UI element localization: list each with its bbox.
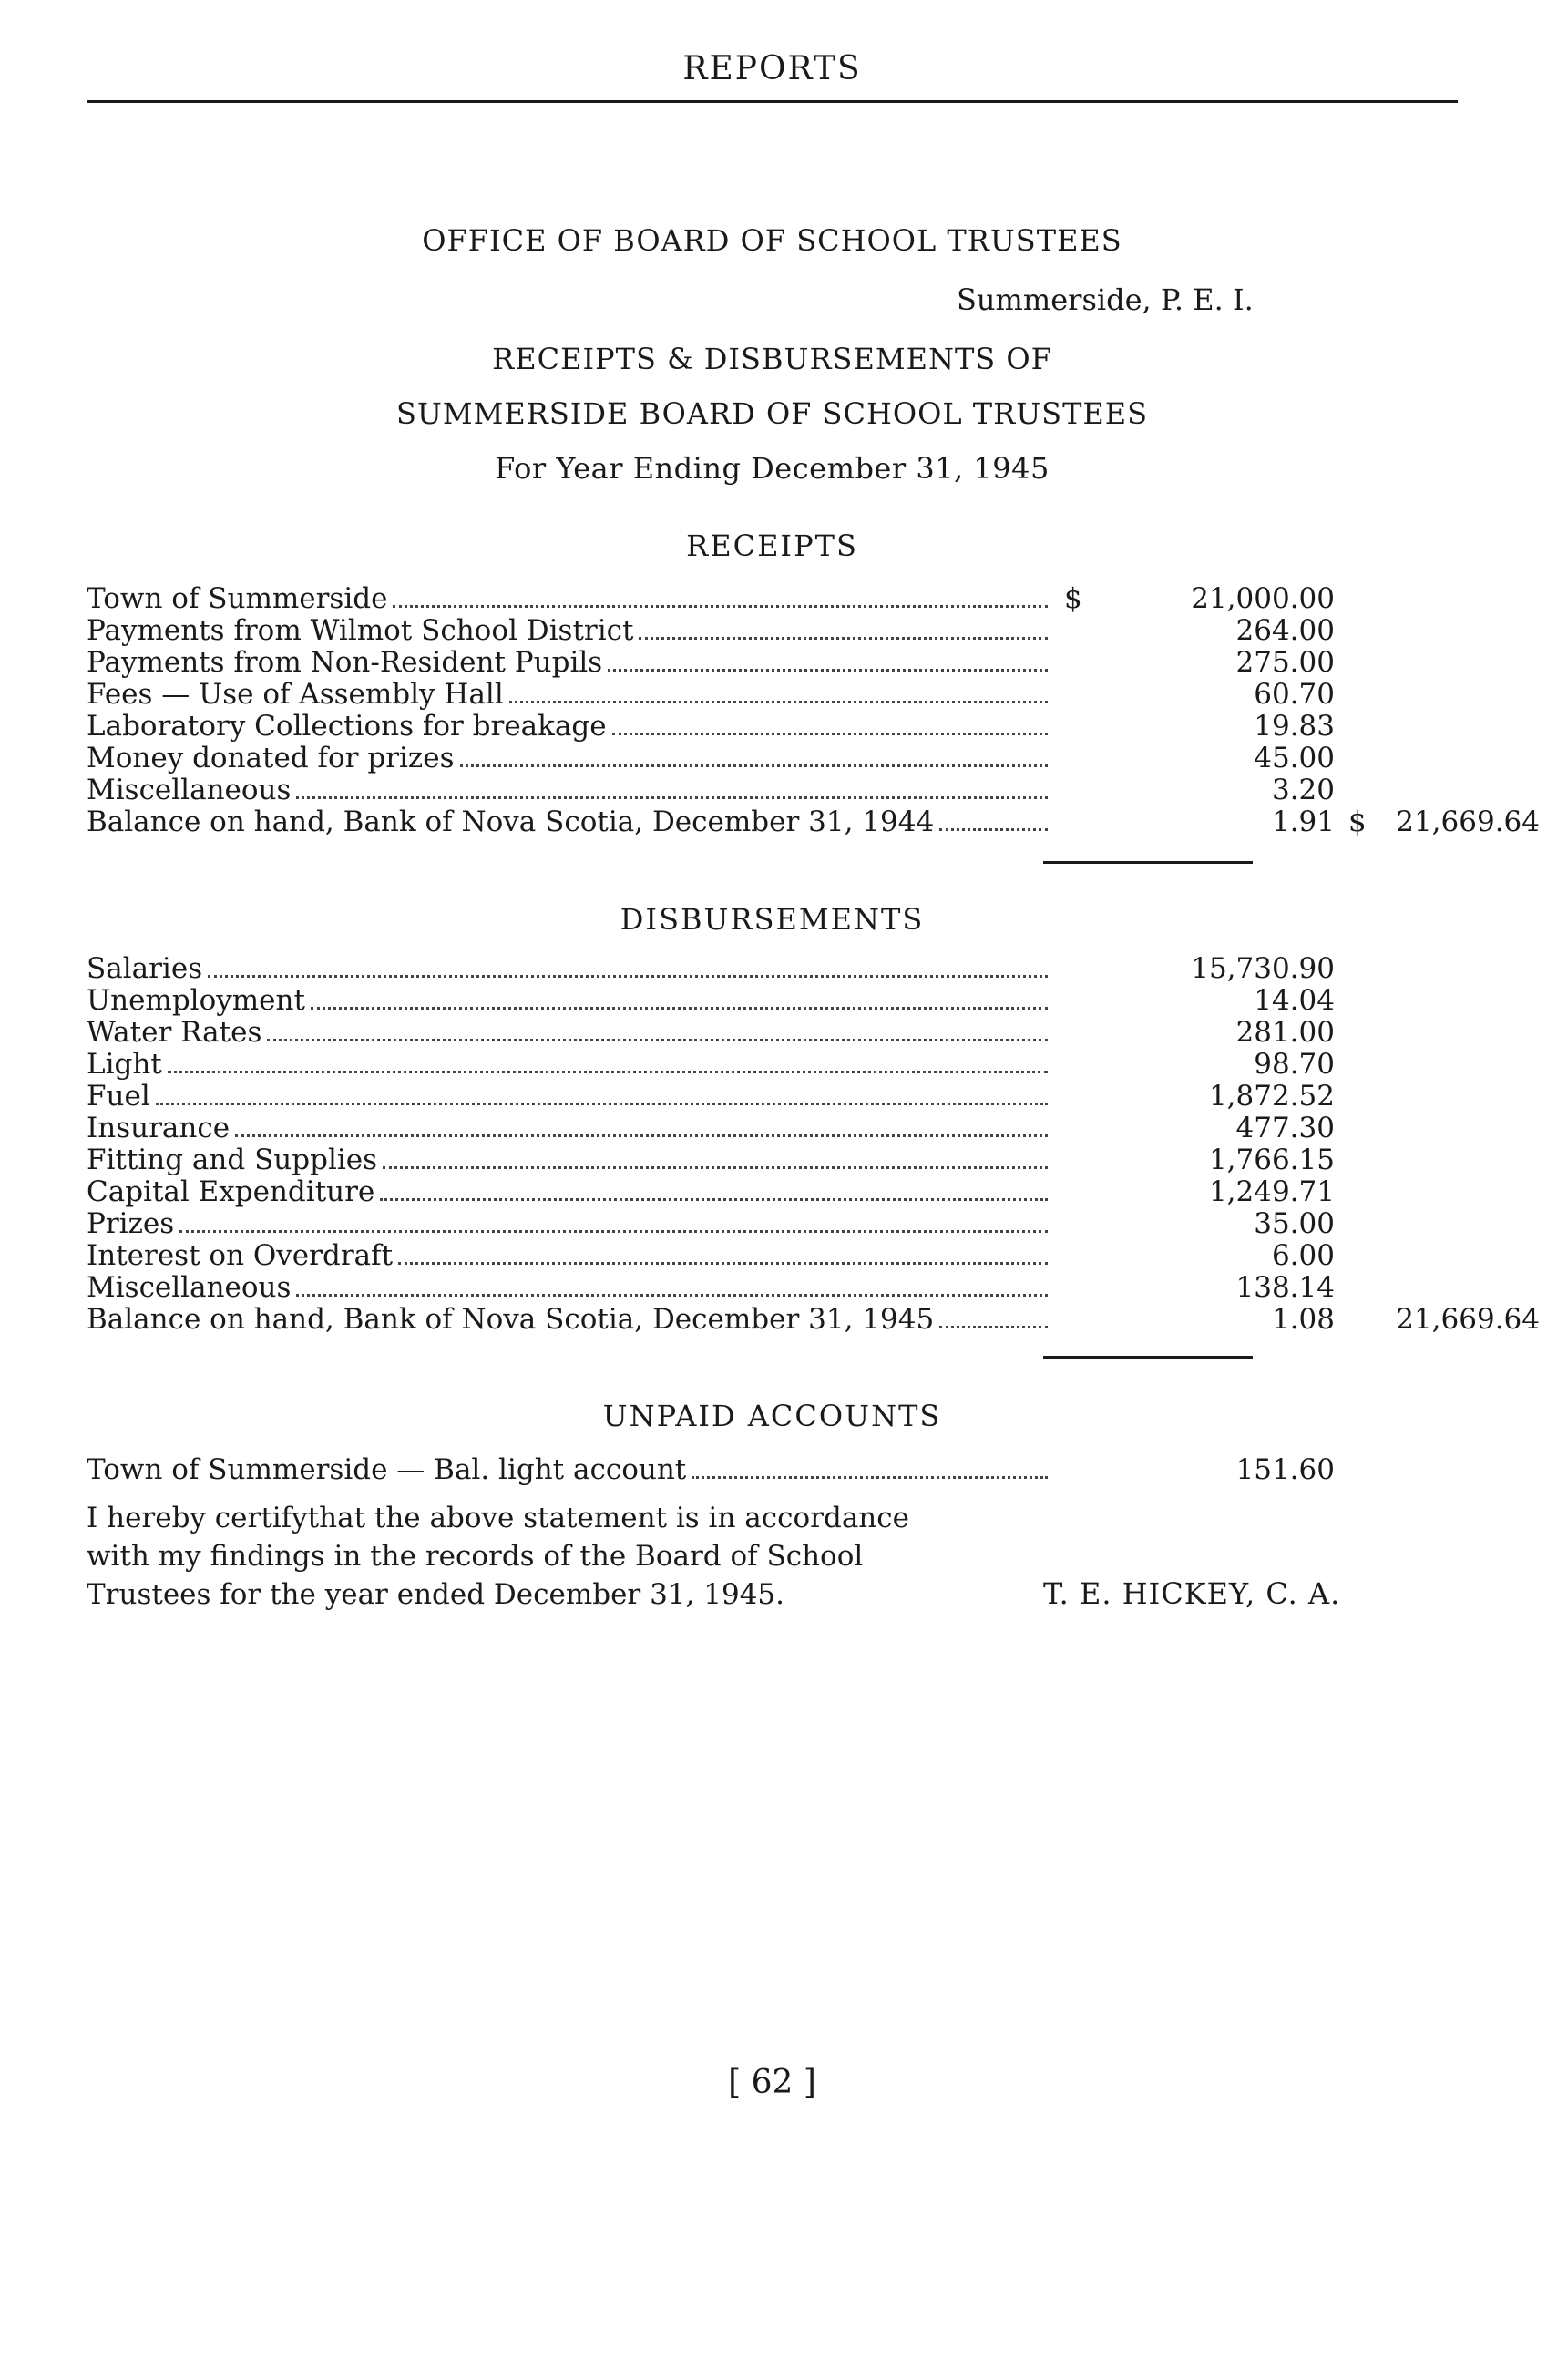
ledger-row — [87, 1272, 1458, 1304]
row-amount: 1.91 — [1271, 805, 1335, 838]
row-amount: 60.70 — [1254, 678, 1335, 711]
report-title-line-1: RECEIPTS & DISBURSEMENTS OF — [492, 342, 1052, 376]
ledger-row — [87, 775, 1458, 806]
row-amount: 1,872.52 — [1208, 1080, 1335, 1113]
row-amount: 19.83 — [1254, 710, 1335, 743]
row-label-text: Prizes — [87, 1208, 175, 1240]
dot-leader — [235, 1134, 1048, 1137]
row-label — [87, 1113, 1048, 1144]
receipts-sum-rule — [1043, 861, 1253, 864]
certification-line: I hereby certifythat the above statement is in accordance — [87, 1502, 909, 1534]
row-label-text: Water Rates — [87, 1017, 262, 1049]
row-amount: 15,730.90 — [1191, 952, 1335, 985]
row-label-text: Fitting and Supplies — [87, 1144, 378, 1176]
currency-sign: $ — [1064, 582, 1082, 615]
row-label-text: Money donated for prizes — [87, 743, 455, 775]
dot-leader — [208, 975, 1048, 978]
ledger-row — [87, 1176, 1458, 1208]
dot-leader — [393, 605, 1048, 608]
row-label-text: Fees — Use of Assembly Hall — [87, 679, 504, 711]
row-label-text: Laboratory Collections for breakage — [87, 711, 607, 743]
row-label — [87, 1081, 1048, 1113]
row-amount: 14.04 — [1254, 984, 1335, 1017]
ledger-row — [87, 1081, 1458, 1113]
dot-leader — [383, 1166, 1048, 1169]
ledger-row — [87, 711, 1458, 743]
row-label — [87, 1304, 1048, 1336]
ledger-row — [87, 1208, 1458, 1240]
row-label — [87, 1272, 1048, 1304]
ledger-row — [87, 583, 1458, 615]
row-label-text: Fuel — [87, 1081, 150, 1113]
row-amount: 6.00 — [1271, 1239, 1335, 1272]
ledger-row — [87, 1240, 1458, 1272]
ledger-row — [87, 1049, 1458, 1081]
row-amount: 21,000.00 — [1191, 582, 1335, 615]
office-title: OFFICE OF BOARD OF SCHOOL TRUSTEES — [422, 223, 1122, 258]
row-label-text: Light — [87, 1049, 162, 1081]
dot-leader — [939, 828, 1048, 831]
dot-leader — [267, 1039, 1048, 1041]
receipts-title: RECEIPTS — [686, 528, 858, 563]
row-amount: 3.20 — [1271, 774, 1335, 806]
row-label — [87, 1208, 1048, 1240]
dot-leader — [939, 1326, 1048, 1328]
row-label — [87, 775, 1048, 806]
row-label — [87, 583, 1048, 615]
unpaid-accounts-ledger — [87, 1454, 1458, 1486]
row-label — [87, 1454, 1048, 1486]
row-amount: 1.08 — [1271, 1303, 1335, 1336]
place-line: Summerside, P. E. I. — [957, 282, 1254, 317]
ledger-row — [87, 1113, 1458, 1144]
row-label-text: Unemployment — [87, 985, 305, 1017]
row-label — [87, 615, 1048, 647]
dot-leader — [296, 1294, 1048, 1297]
row-label-text: Balance on hand, Bank of Nova Scotia, December 31, 1945 — [87, 1304, 935, 1336]
row-label — [87, 1017, 1048, 1049]
row-amount: 1,249.71 — [1208, 1175, 1335, 1208]
row-amount: 138.14 — [1235, 1271, 1335, 1304]
row-amount: 1,766.15 — [1208, 1144, 1335, 1176]
header-rule — [87, 100, 1458, 103]
ledger-row — [87, 985, 1458, 1017]
ledger-row — [87, 679, 1458, 711]
row-label-text: Miscellaneous — [87, 775, 292, 806]
row-label — [87, 679, 1048, 711]
row-label — [87, 1144, 1048, 1176]
dot-leader — [179, 1230, 1048, 1233]
auditor-signature: T. E. HICKEY, C. A. — [1043, 1576, 1341, 1611]
row-label-text: Balance on hand, Bank of Nova Scotia, December 31, 1944 — [87, 806, 935, 838]
row-amount: 45.00 — [1254, 742, 1335, 775]
ledger-row — [87, 1017, 1458, 1049]
row-label — [87, 953, 1048, 985]
row-amount: 264.00 — [1235, 614, 1335, 647]
row-amount: 281.00 — [1235, 1016, 1335, 1049]
dot-leader — [460, 764, 1048, 767]
row-label — [87, 1049, 1048, 1081]
currency-sign: $ — [1348, 805, 1367, 838]
row-label-text: Payments from Wilmot School District — [87, 615, 634, 647]
dot-leader — [398, 1262, 1048, 1265]
ledger-row — [87, 953, 1458, 985]
row-label-text: Interest on Overdraft — [87, 1240, 394, 1272]
disbursements-ledger — [87, 952, 1540, 1336]
certification-line: Trustees for the year ended December 31, 1945. — [87, 1578, 784, 1611]
section-total: 21,669.64 — [1396, 805, 1540, 838]
row-amount: 151.60 — [1235, 1453, 1335, 1486]
disbursements-sum-rule — [1043, 1356, 1253, 1359]
ledger-row — [87, 1303, 1540, 1336]
row-label-text: Salaries — [87, 953, 203, 985]
dot-leader — [168, 1071, 1048, 1073]
dot-leader — [639, 637, 1048, 640]
dot-leader — [612, 733, 1048, 735]
dot-leader — [156, 1103, 1048, 1105]
unpaid-accounts-title: UNPAID ACCOUNTS — [602, 1399, 942, 1433]
row-label-text: Town of Summerside — [87, 583, 388, 615]
ledger-row — [87, 615, 1458, 647]
dot-leader — [608, 669, 1048, 672]
ledger-row — [87, 805, 1540, 838]
receipts-ledger — [87, 582, 1540, 838]
row-label-text: Insurance — [87, 1113, 231, 1144]
dot-leader — [692, 1476, 1048, 1479]
dot-leader — [509, 701, 1048, 703]
running-head: REPORTS — [682, 50, 862, 87]
page-number: [ 62 ] — [728, 2064, 816, 2101]
row-label — [87, 743, 1048, 775]
certification-text — [87, 1499, 909, 1614]
disbursements-title: DISBURSEMENTS — [620, 902, 925, 937]
row-amount: 98.70 — [1254, 1048, 1335, 1081]
row-label — [87, 711, 1048, 743]
ledger-row — [87, 1454, 1458, 1486]
report-period: For Year Ending December 31, 1945 — [495, 451, 1050, 486]
row-label-text: Capital Expenditure — [87, 1176, 375, 1208]
row-amount: 35.00 — [1254, 1207, 1335, 1240]
ledger-row — [87, 743, 1458, 775]
row-label-text: Town of Summerside — Bal. light account — [87, 1454, 687, 1486]
row-label-text: Miscellaneous — [87, 1272, 292, 1304]
ledger-row — [87, 647, 1458, 679]
row-label — [87, 985, 1048, 1017]
dot-leader — [296, 796, 1048, 799]
row-label — [87, 1176, 1048, 1208]
row-label — [87, 647, 1048, 679]
row-amount: 275.00 — [1235, 646, 1335, 679]
row-label-text: Payments from Non-Resident Pupils — [87, 647, 603, 679]
row-amount: 477.30 — [1235, 1112, 1335, 1144]
section-total: 21,669.64 — [1396, 1303, 1540, 1336]
ledger-row — [87, 1144, 1458, 1176]
certification-line: with my findings in the records of the Board of School — [87, 1540, 864, 1573]
row-label — [87, 1240, 1048, 1272]
dot-leader — [380, 1198, 1048, 1201]
row-label — [87, 806, 1048, 838]
report-title-line-2: SUMMERSIDE BOARD OF SCHOOL TRUSTEES — [395, 396, 1149, 431]
dot-leader — [311, 1007, 1048, 1010]
